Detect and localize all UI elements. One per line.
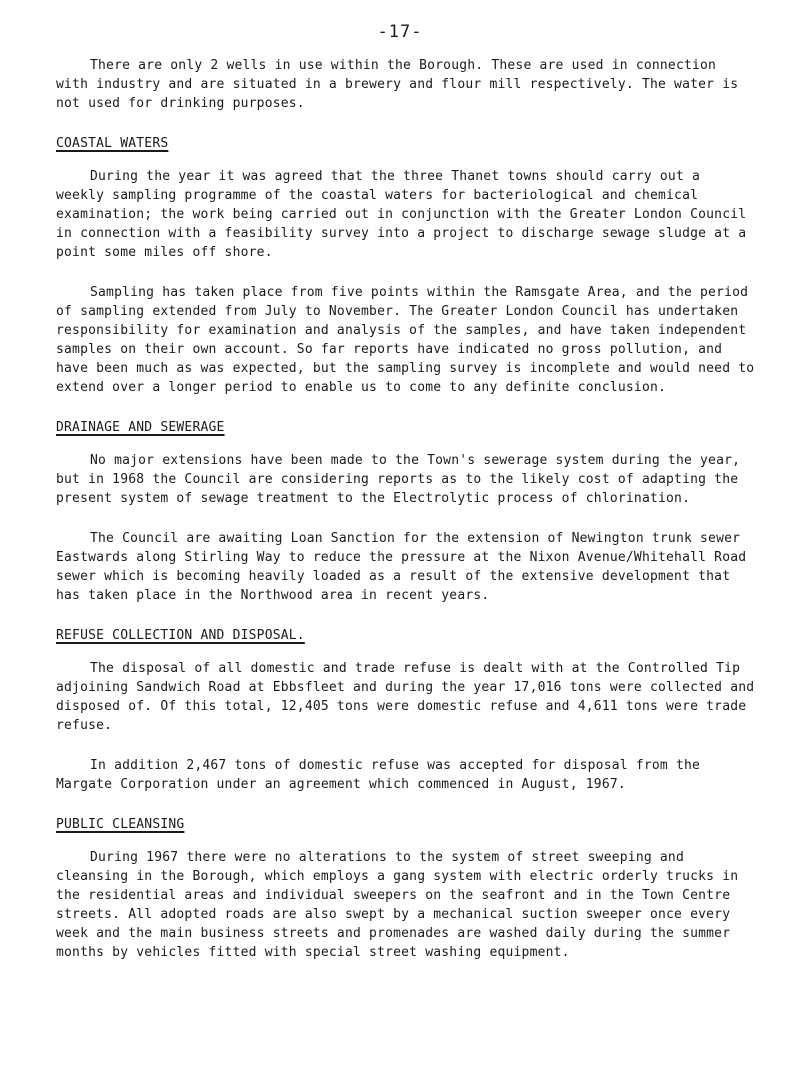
section-heading: DRAINAGE AND SEWERAGE	[56, 420, 225, 435]
paragraph: Sampling has taken place from five points within the Ramsgate Area, and the period of sampling extended from July to November. The Greater London Council has undertaken responsibility for examination and analysis of the samples, and have taken independent samples on their own account. So far reports have indicated no gross pollution, and have been much as was expected, but the sampling survey is incomplete and would need to extend over a longer period to enable us to come to any definite conclusion.	[56, 285, 755, 395]
intro-paragraph: There are only 2 wells in use within the Borough. These are used in connection with industry and are situated in a brewery and flour mill respectively. The water is not used for drinking purposes.	[56, 58, 739, 111]
paragraph: No major extensions have been made to the Town's sewerage system during the year, but in 1968 the Council are considering reports as to the likely cost of adapting the present system of sewage treatment to the Electrolytic process of chlorination.	[56, 453, 741, 506]
section-heading: COASTAL WATERS	[56, 136, 169, 151]
section-drainage-and-sewerage	[56, 418, 756, 605]
paragraph: In addition 2,467 tons of domestic refuse was accepted for disposal from the Margate Corporation under an agreement which commenced in August, 1967.	[56, 758, 701, 792]
section-refuse-collection	[56, 626, 756, 794]
section-heading: PUBLIC CLEANSING	[56, 817, 185, 832]
paragraph: The disposal of all domestic and trade refuse is dealt with at the Controlled Tip adjoining Sandwich Road at Ebbsfleet and during the year 17,016 tons were collected and disposed of. Of this total, 12,405 tons were domestic refuse and 4,611 tons were trade refuse.	[56, 661, 755, 733]
paragraph: During 1967 there were no alterations to the system of street sweeping and cleansing in the Borough, which employs a gang system with electric orderly trucks in the residential areas and individual sweepers on the seafront and in the Town Centre streets. All adopted roads are also swept by a mechanical suction sweeper once every week and the main business streets and promenades are washed daily during the summer months by vehicles fitted with special street washing equipment.	[56, 850, 739, 960]
section-public-cleansing	[56, 815, 756, 962]
section-coastal-waters	[56, 134, 756, 397]
page-number: -17-	[377, 22, 423, 42]
section-heading: REFUSE COLLECTION AND DISPOSAL.	[56, 628, 305, 643]
paragraph: The Council are awaiting Loan Sanction for the extension of Newington trunk sewer Eastwards along Stirling Way to reduce the pressure at the Nixon Avenue/Whitehall Road sewer which is becoming heavily loaded as a result of the extensive development that has taken place in the Northwood area in recent years.	[56, 531, 747, 603]
paragraph: During the year it was agreed that the three Thanet towns should carry out a weekly sampling programme of the coastal waters for bacteriological and chemical examination; the work being carried out in conjunction with the Greater London Council in connection with a feasibility survey into a project to discharge sewage sludge at a point some miles off shore.	[56, 169, 747, 260]
page-body	[56, 56, 756, 983]
